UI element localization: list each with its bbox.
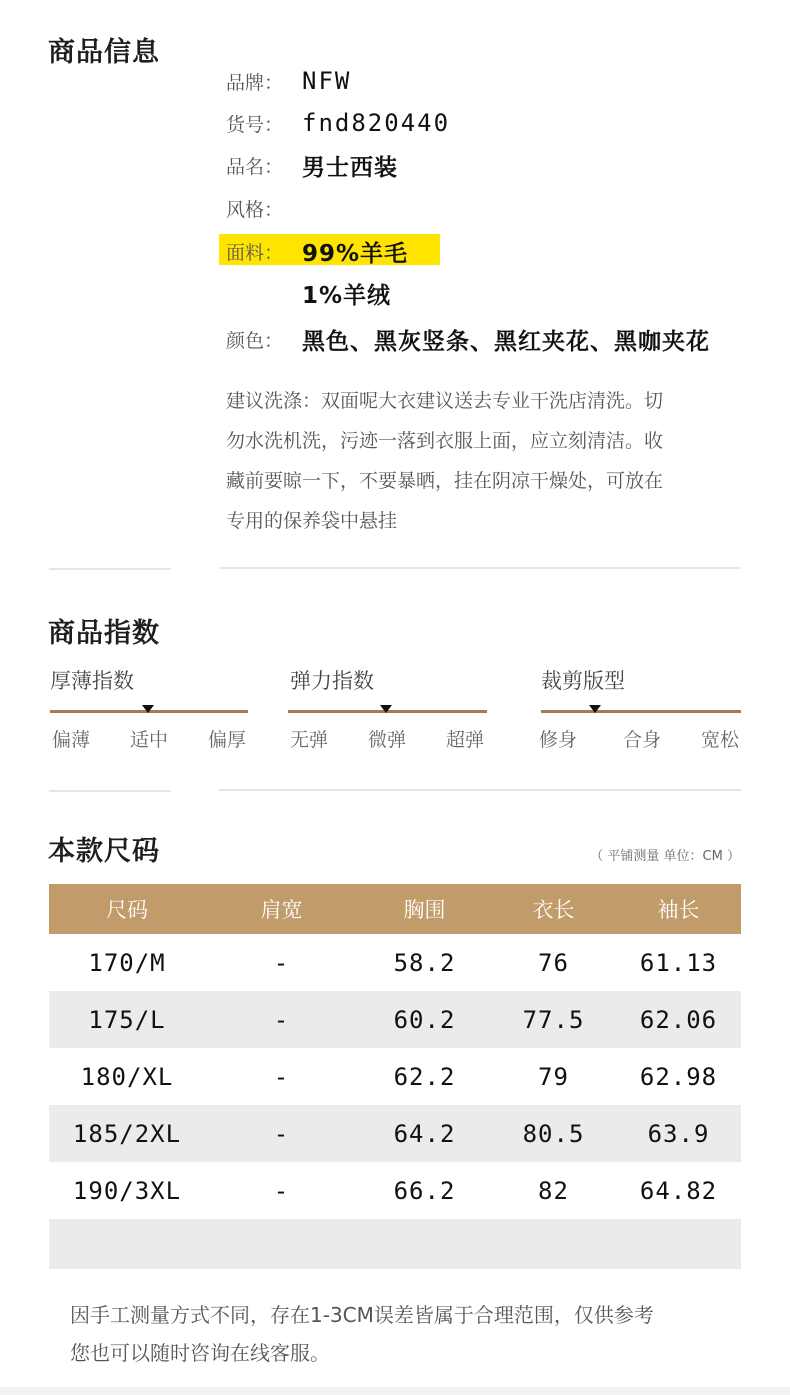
style-row: [226, 193, 302, 223]
scale-option-selected: 微弹: [368, 729, 407, 751]
fit-scale: [539, 665, 741, 751]
brand-row: [226, 66, 351, 96]
table-header: [49, 884, 741, 934]
scale-option-selected: 适中: [130, 729, 169, 751]
elasticity-scale: [288, 665, 488, 751]
scale-marker-icon: [589, 705, 601, 713]
wash-line: 专用的保养袋中悬挂: [226, 510, 398, 532]
fabric-value-secondary: 1%羊绒: [302, 282, 392, 309]
cell-chest: 60.2: [393, 1005, 456, 1034]
size-footnote: [70, 1296, 654, 1372]
product-index-title: 商品指数: [48, 618, 160, 649]
product-info-title: 商品信息: [48, 37, 160, 68]
cell-length: 79: [538, 1062, 569, 1091]
cell-chest: 58.2: [393, 948, 456, 977]
cell-size: 175/L: [88, 1005, 166, 1034]
scale-option-selected: 修身: [539, 729, 578, 751]
thickness-scale: [50, 665, 250, 751]
size-chart-title: 本款尺码: [48, 836, 160, 867]
unit-note: （ 平铺测量 单位：CM ）: [590, 849, 740, 864]
cell-shoulder: -: [273, 948, 290, 977]
cell-length: 80.5: [522, 1119, 585, 1148]
scale-option: 偏厚: [208, 729, 247, 751]
header-shoulder: 肩宽: [260, 898, 303, 922]
cell-size: 185/2XL: [72, 1119, 182, 1148]
cell-length: 77.5: [522, 1005, 585, 1034]
cell-shoulder: -: [273, 1119, 290, 1148]
cell-chest: 66.2: [393, 1176, 456, 1205]
cell-sleeve: 64.82: [639, 1176, 718, 1205]
cell-length: 82: [538, 1176, 569, 1205]
wash-line: 藏前要晾一下，不要暴晒，挂在阴凉干燥处，可放在: [226, 470, 664, 492]
table-row: [49, 1162, 741, 1219]
name-row: [226, 150, 398, 180]
size-table: [49, 884, 741, 1269]
cell-shoulder: -: [273, 1176, 290, 1205]
header-length: 衣长: [532, 898, 575, 922]
scale-title: 弹力指数: [290, 669, 374, 693]
scale-title: 厚薄指数: [50, 669, 134, 693]
cell-length: 76: [538, 948, 569, 977]
cell-sleeve: 62.98: [639, 1062, 718, 1091]
wash-line: 勿水洗机洗，污迹一落到衣服上面，应立刻清洁。收: [226, 430, 664, 452]
scale-option: 超弹: [446, 729, 485, 751]
fabric-row-secondary: [226, 278, 391, 308]
footnote-line: 您也可以随时咨询在线客服。: [70, 1341, 330, 1365]
divider: [219, 789, 741, 791]
scale-option: 合身: [623, 729, 662, 751]
scale-marker-icon: [142, 705, 154, 713]
cell-chest: 62.2: [393, 1062, 456, 1091]
fabric-value-primary: 99%羊毛: [302, 240, 409, 267]
scale-option: 宽松: [701, 729, 740, 751]
header-size: 尺码: [106, 898, 148, 922]
table-row-empty: [49, 1219, 741, 1269]
table-row: [49, 991, 741, 1048]
divider: [219, 567, 741, 569]
table-row: [49, 934, 741, 991]
table-row: [49, 1105, 741, 1162]
bottom-strip: [0, 1387, 790, 1395]
cell-shoulder: -: [273, 1005, 290, 1034]
style-label: 风格：: [226, 198, 284, 221]
table-row: [49, 1048, 741, 1105]
name-value: 男士西装: [302, 154, 398, 181]
item-no-row: [226, 108, 450, 138]
header-sleeve: 袖长: [657, 898, 700, 922]
scale-line: [541, 710, 741, 713]
brand-value: NFW: [302, 67, 352, 95]
scale-title: 裁剪版型: [541, 669, 625, 693]
name-label: 品名：: [226, 155, 284, 178]
color-label: 颜色：: [226, 329, 284, 352]
cell-size: 180/XL: [80, 1062, 174, 1091]
scale-marker-icon: [380, 705, 392, 713]
cell-size: 170/M: [88, 948, 166, 977]
item-no-value: fnd820440: [302, 109, 451, 137]
divider: [49, 568, 171, 570]
footnote-line: 因手工测量方式不同，存在1-3CM误差皆属于合理范围，仅供参考: [70, 1303, 654, 1327]
cell-sleeve: 63.9: [647, 1119, 710, 1148]
cell-sleeve: 62.06: [639, 1005, 718, 1034]
cell-sleeve: 61.13: [639, 948, 718, 977]
wash-line: 建议洗涤：双面呢大衣建议送去专业干洗店清洗。切: [226, 390, 664, 412]
divider: [49, 790, 171, 792]
cell-size: 190/3XL: [72, 1176, 182, 1205]
wash-instructions: [226, 381, 726, 541]
scale-option: 无弹: [290, 729, 329, 751]
fabric-row: [226, 236, 408, 266]
brand-label: 品牌：: [226, 71, 284, 94]
item-no-label: 货号：: [226, 113, 284, 136]
header-chest: 胸围: [403, 898, 446, 922]
cell-shoulder: -: [273, 1062, 290, 1091]
cell-chest: 64.2: [393, 1119, 456, 1148]
color-value: 黑色、黑灰竖条、黑红夹花、黑咖夹花: [302, 328, 710, 355]
color-row: [226, 324, 710, 354]
fabric-label: 面料：: [226, 241, 284, 264]
scale-option: 偏薄: [52, 729, 91, 751]
